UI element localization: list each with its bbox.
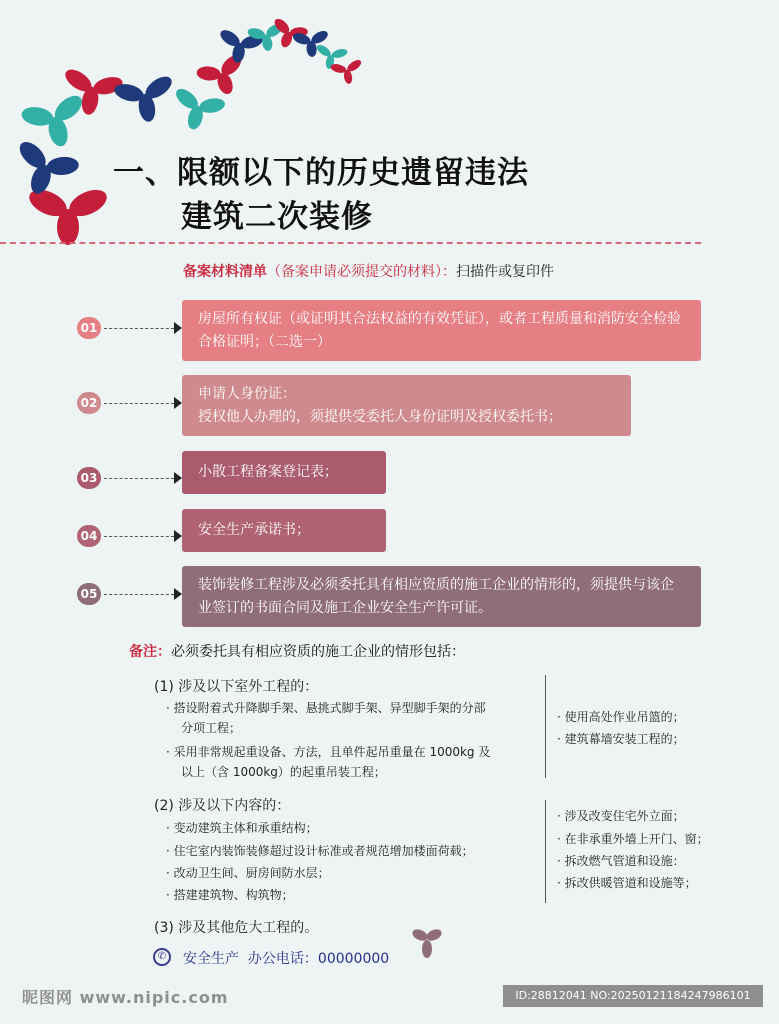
phone-icon: ✆ [153, 948, 171, 966]
item-number-badge: 02 [77, 392, 101, 414]
arrow-icon [174, 322, 182, 334]
list-item: · 涉及改变住宅外立面； [557, 809, 685, 823]
arrow-icon [174, 397, 182, 409]
material-item-text: 小散工程备案登记表； [198, 464, 338, 480]
material-item-box [182, 509, 386, 552]
list-item: · 变动建筑主体和承重结构； [166, 821, 318, 835]
contact-label: 安全生产 [183, 951, 239, 967]
list-item: · 使用高处作业吊篮的； [557, 710, 685, 724]
materials-subheading [183, 261, 554, 281]
list-item: · 在非承重外墙上开门、窗； [557, 832, 709, 846]
butterfly-icon [411, 926, 443, 960]
subheading-text: 扫描件或复印件 [456, 264, 554, 280]
list-item: · 搭建建筑物、构筑物； [166, 888, 294, 902]
dashed-divider [0, 242, 701, 244]
butterfly-icon [192, 50, 253, 103]
column-divider [545, 800, 546, 903]
material-item-box [182, 451, 386, 494]
material-item-text: 房屋所有权证（或证明其合法权益的有效凭证），或者工程质量和消防安全检验合格证明；（二选一） [198, 310, 681, 350]
list-item: · 搭设附着式升降脚手架、悬挑式脚手架、异型脚手架的分部 [166, 701, 486, 715]
section-2-heading: (2) 涉及以下内容的： [154, 798, 291, 814]
butterfly-icon [166, 84, 230, 137]
material-item-text: 安全生产承诺书； [198, 522, 310, 538]
butterfly-icon [328, 57, 366, 87]
list-item: · 拆改供暖管道和设施等； [557, 876, 697, 890]
list-item: · 改动卫生间、厨房间防水层； [166, 866, 330, 880]
connector-line [104, 403, 174, 404]
column-divider [545, 675, 546, 778]
list-item: · 拆改燃气管道和设施： [557, 854, 685, 868]
list-item: · 采用非常规起重设备、方法，且单件起吊重量在 1000kg 及 [166, 745, 491, 759]
item-number-badge: 05 [77, 583, 101, 605]
list-item: · 建筑幕墙安装工程的； [557, 732, 685, 746]
arrow-icon [174, 472, 182, 484]
connector-line [104, 536, 174, 537]
note-label: 备注： [129, 644, 171, 660]
subheading-note: （备案申请必须提交的材料）： [267, 264, 456, 280]
material-item-box [182, 566, 701, 627]
list-item: · 住宅室内装饰装修超过设计标准或者规范增加楼面荷载； [166, 844, 474, 858]
item-number-badge: 04 [77, 525, 101, 547]
contact-number: 00000000 [317, 951, 390, 967]
connector-line [104, 478, 174, 479]
note-text: 必须委托具有相应资质的施工企业的情形包括： [171, 644, 465, 660]
watermark-id: ID:28812041 NO:20250121184247986101 [503, 985, 763, 1007]
contact-line [183, 948, 389, 968]
list-item: 分项工程； [181, 721, 242, 735]
material-item-box [182, 375, 631, 436]
arrow-icon [174, 530, 182, 542]
material-item-box [182, 300, 701, 361]
page-title [113, 151, 529, 239]
material-item-text: 申请人身份证： 授权他人办理的，须提供受委托人身份证明及授权委托书； [198, 385, 562, 425]
title-line-2: 建筑二次装修 [181, 199, 373, 235]
connector-line [104, 328, 174, 329]
contact-office: 办公电话： [247, 951, 318, 967]
material-item-text: 装饰装修工程涉及必须委托具有相应资质的施工企业的情形的，须提供与该企业签订的书面合同及施工企业安全生产许可证。 [198, 576, 674, 616]
title-line-1: 一、限额以下的历史遗留违法 [113, 155, 529, 191]
section-1-heading: (1) 涉及以下室外工程的： [154, 679, 319, 695]
item-number-badge: 01 [77, 317, 101, 339]
section-3-heading: (3) 涉及其他危大工程的。 [154, 920, 319, 936]
item-number-badge: 03 [77, 467, 101, 489]
arrow-icon [174, 588, 182, 600]
connector-line [104, 594, 174, 595]
subheading-label: 备案材料清单 [183, 264, 267, 280]
watermark-logo: 昵图网 www.nipic.com [22, 988, 229, 1007]
list-item: 以上（含 1000kg）的起重吊装工程； [181, 765, 386, 779]
note [129, 641, 465, 661]
